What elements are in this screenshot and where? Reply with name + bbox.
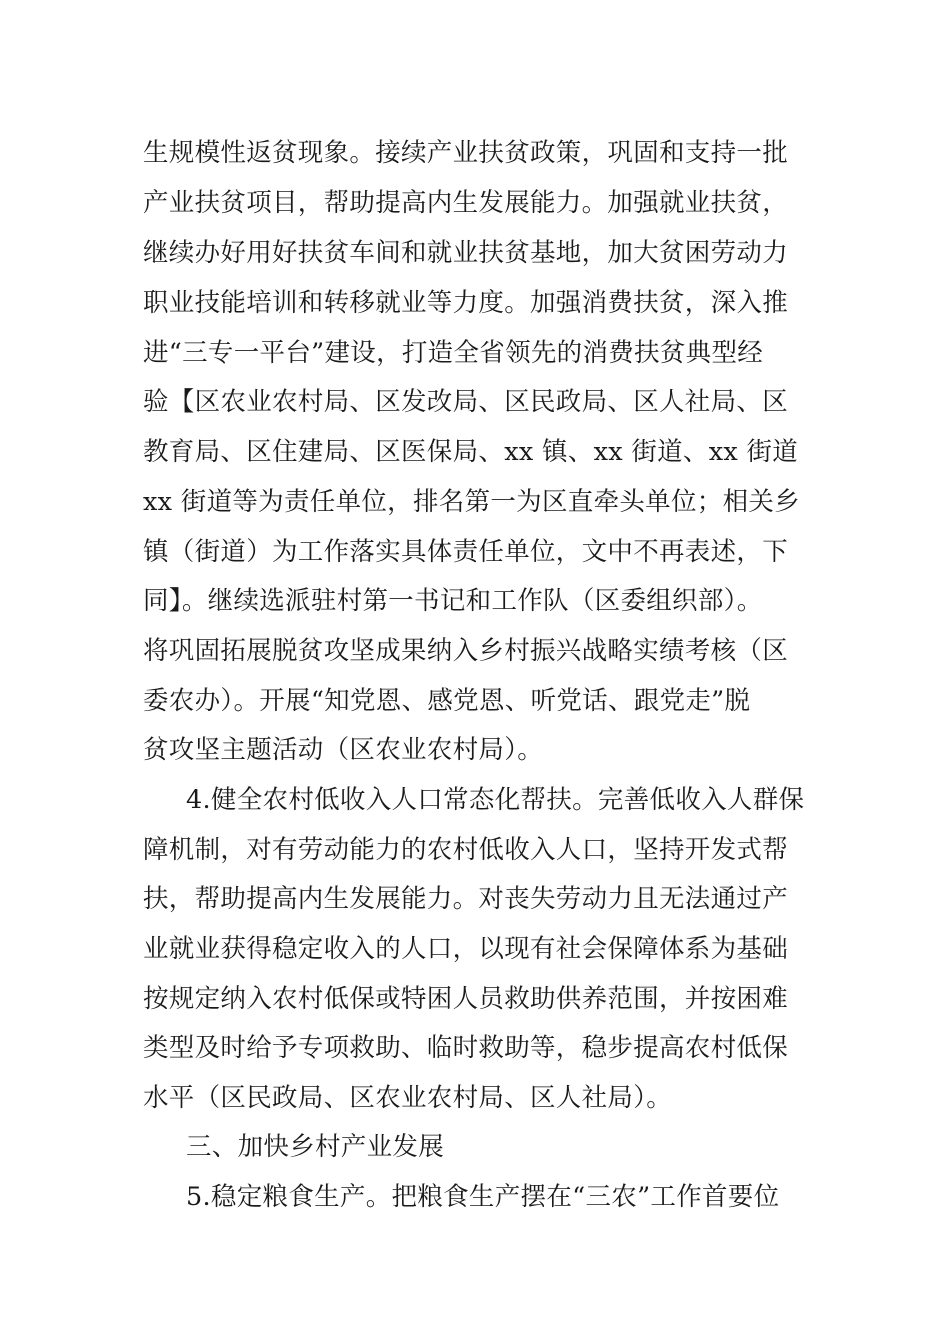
text-line: 生规模性返贫现象。接续产业扶贫政策，巩固和支持一批 [143,138,789,168]
text-line: 职业技能培训和转移就业等力度。加强消费扶贫，深入推 [143,288,789,318]
section-item-heading: 5.稳定粮食生产。把粮食生产摆在“三农”工作首要位 [186,1182,780,1212]
section-heading: 三、加快乡村产业发展 [186,1132,445,1162]
text-line: 贫攻坚主题活动（区农业农村局）。 [143,735,544,765]
text-line: 障机制，对有劳动能力的农村低收入人口，坚持开发式帮 [143,835,789,865]
text-line: 验【区农业农村局、区发改局、区民政局、区人社局、区 [143,387,789,417]
text-line: 按规定纳入农村低保或特困人员救助供养范围，并按困难 [143,984,789,1014]
text-line: 委农办）。开展“知党恩、感党恩、听党话、跟党走”脱 [143,686,751,716]
text-line: 类型及时给予专项救助、临时救助等，稳步提高农村低保 [143,1033,789,1063]
text-line: 继续办好用好扶贫车间和就业扶贫基地，加大贫困劳动力 [143,238,789,268]
text-line: 进“三专一平台”建设，打造全省领先的消费扶贫典型经 [143,338,764,368]
text-line: 镇（街道）为工作落实具体责任单位，文中不再表述，下 [143,537,789,567]
text-line: 水平（区民政局、区农业农村局、区人社局）。 [143,1083,673,1113]
text-line: 同】。继续选派驻村第一书记和工作队（区委组织部）。 [143,586,763,616]
text-line: xx 街道等为责任单位，排名第一为区直牵头单位；相关乡 [143,487,800,517]
text-line: 将巩固拓展脱贫攻坚成果纳入乡村振兴战略实绩考核（区 [143,636,789,666]
text-line: 扶，帮助提高内生发展能力。对丧失劳动力且无法通过产 [143,884,789,914]
section-item-heading: 4.健全农村低收入人口常态化帮扶。完善低收入人群保 [186,785,805,815]
text-line: 业就业获得稳定收入的人口，以现有社会保障体系为基础 [143,934,789,964]
text-line: 产业扶贫项目，帮助提高内生发展能力。加强就业扶贫， [143,188,789,218]
text-line: 教育局、区住建局、区医保局、xx 镇、xx 街道、xx 街道 [143,437,799,467]
